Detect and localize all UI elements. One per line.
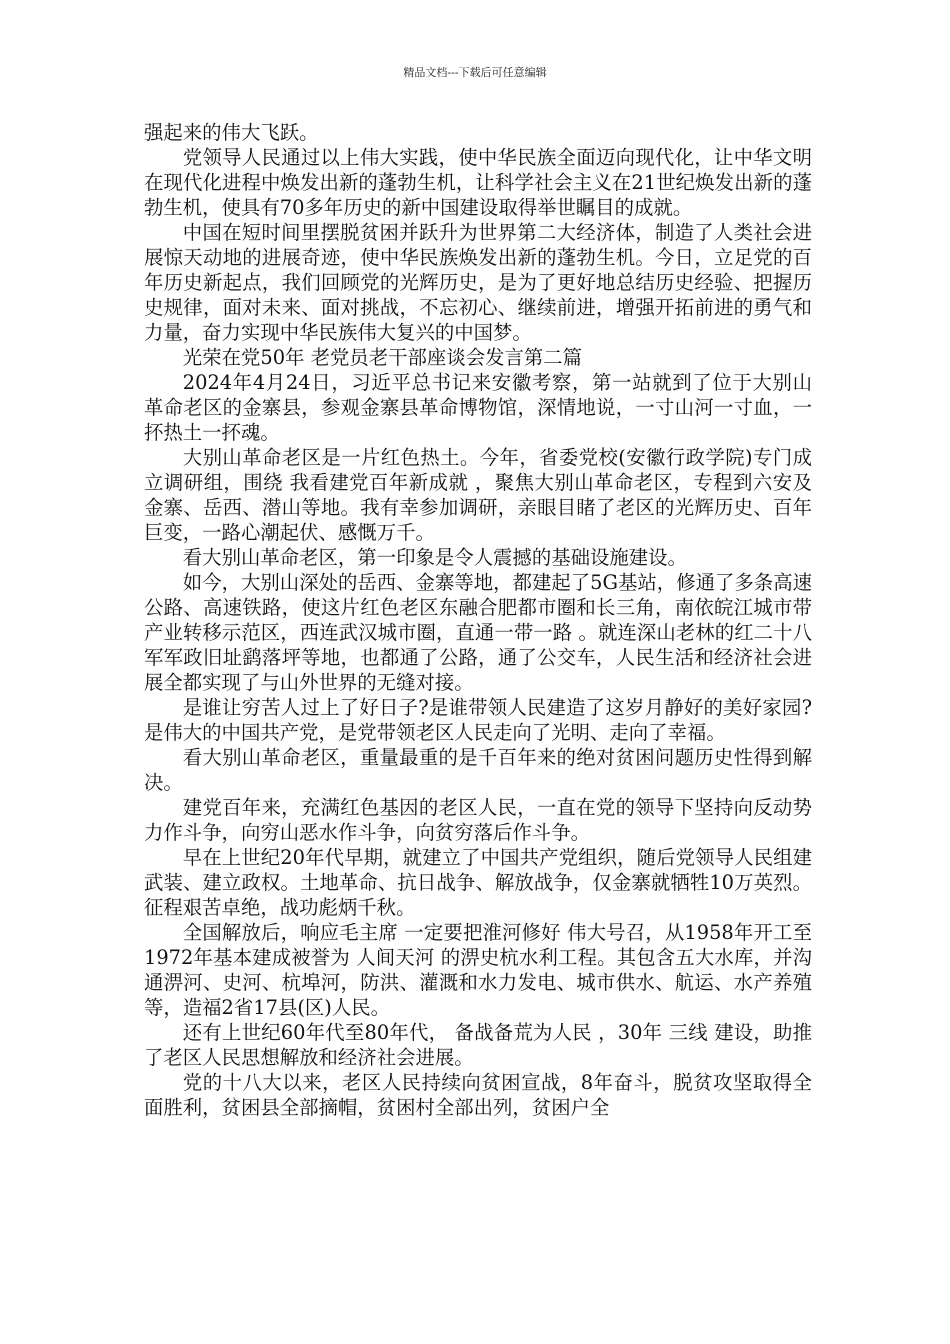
paragraph: 看大别山革命老区，重量最重的是千百年来的绝对贫困问题历史性得到解决。 [144, 746, 812, 794]
paragraph: 是谁让穷苦人过上了好日子?是谁带领人民建造了这岁月静好的美好家园?是伟大的中国共产党，是党带领老区人民走向了光明、走向了幸福。 [144, 696, 812, 744]
paragraph: 建党百年来，充满红色基因的老区人民，一直在党的领导下坚持向反动势力作斗争，向穷山恶水作斗争，向贫穷落后作斗争。 [144, 796, 812, 844]
paragraph: 大别山革命老区是一片红色热土。今年，省委党校(安徽行政学院)专门成立调研组，围绕 我看建党百年新成就 ，聚焦大别山革命老区，专程到六安及金寨、岳西、潜山等地。我有幸参加调研，亲眼目睹了老区的光辉历史、百年巨变，一路心潮起伏、感慨万千。 [144, 446, 812, 544]
paragraph: 党领导人民通过以上伟大实践，使中华民族全面迈向现代化，让中华文明在现代化进程中焕发出新的蓬勃生机，让科学社会主义在21世纪焕发出新的蓬勃生机，使具有70多年历史的新中国建设取得举世瞩目的成就。 [144, 146, 812, 219]
paragraph: 强起来的伟大飞跃。 [144, 121, 319, 144]
paragraph: 党的十八大以来，老区人民持续向贫困宣战，8年奋斗，脱贫攻坚取得全面胜利，贫困县全部摘帽，贫困村全部出列，贫困户全 [144, 1071, 812, 1119]
paragraph: 还有上世纪60年代至80年代， 备战备荒为人民 ，30年 三线 建设，助推了老区人民思想解放和经济社会进展。 [144, 1021, 812, 1069]
paragraph: 全国解放后，响应毛主席 一定要把淮河修好 伟大号召，从1958年开工至1972年基本建成被誉为 人间天河 的淠史杭水利工程。其包含五大水库，并沟通淠河、史河、杭埠河，防洪、灌溉和水力发电、城市供水、航运、水产养殖等，造福2省17县(区)人民。 [144, 921, 812, 1019]
paragraph: 看大别山革命老区，第一印象是令人震撼的基础设施建设。 [182, 546, 687, 569]
section-heading: 光荣在党50年 老党员老干部座谈会发言第二篇 [182, 346, 583, 369]
paragraph: 中国在短时间里摆脱贫困并跃升为世界第二大经济体，制造了人类社会进展惊天动地的进展奇迹，使中华民族焕发出新的蓬勃生机。今日，立足党的百年历史新起点，我们回顾党的光辉历史，是为了更好地总结历史经验、把握历史规律，面对未来、面对挑战，不忘初心、继续前进，增强开拓前进的勇气和力量，奋力实现中华民族伟大复兴的中国梦。 [144, 221, 812, 344]
paragraph: 早在上世纪20年代早期，就建立了中国共产党组织，随后党领导人民组建武装、建立政权。土地革命、抗日战争、解放战争，仅金寨就牺牲10万英烈。征程艰苦卓绝，战功彪炳千秋。 [144, 846, 812, 919]
paragraph: 2024年4月24日，习近平总书记来安徽考察，第一站就到了位于大别山革命老区的金寨县，参观金寨县革命博物馆，深情地说，一寸山河一寸血，一抔热土一抔魂。 [144, 371, 812, 444]
document-body [144, 120, 812, 1120]
paragraph: 如今，大别山深处的岳西、金寨等地，都建起了5G基站，修通了多条高速公路、高速铁路，使这片红色老区东融合肥都市圈和长三角，南依皖江城市带产业转移示范区，西连武汉城市圈，直通一带一路 。就连深山老林的红二十八军军政旧址鹞落坪等地，也都通了公路，通了公交车，人民生活和经济社会进展全都实现了与山外世界的无缝对接。 [144, 571, 812, 694]
page-header: 精品文档---下载后可任意编辑 [403, 66, 547, 79]
